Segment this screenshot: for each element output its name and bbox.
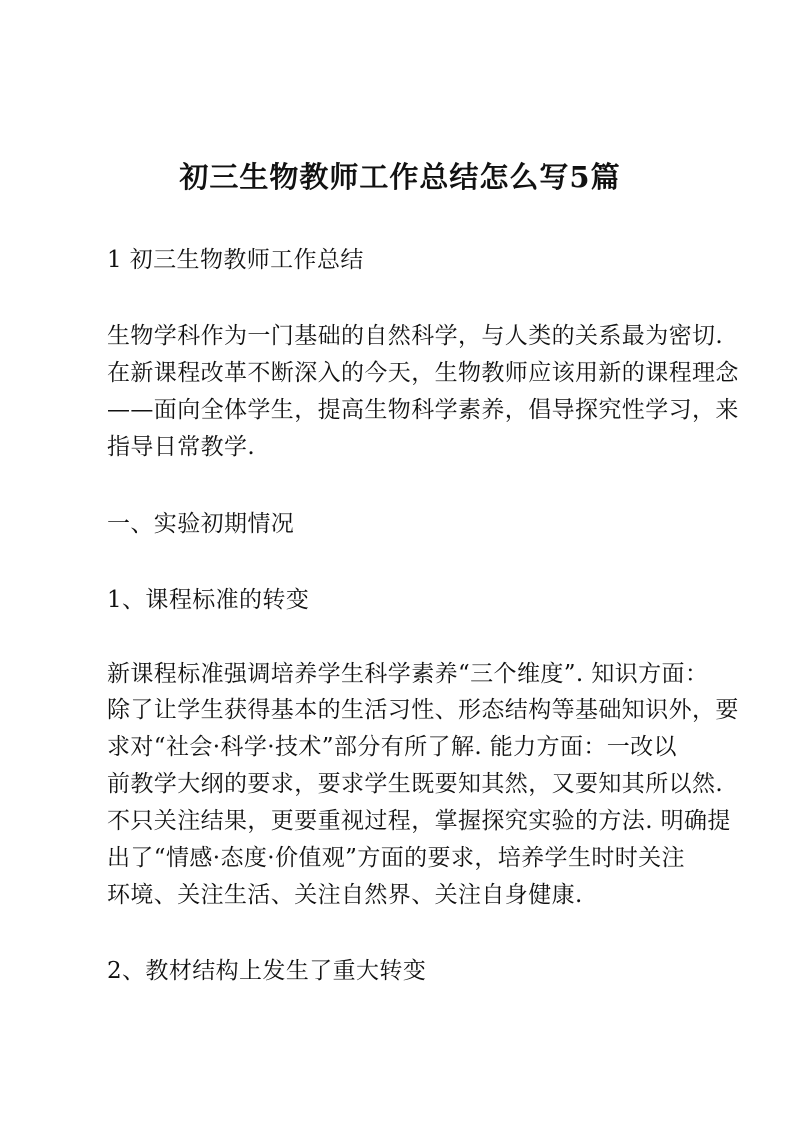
- body-line-4: 前教学大纲的要求，要求学生既要知其然，又要知其所以然.: [107, 771, 724, 797]
- body-line-3: 求对“社会·科学·技术”部分有所了解. 能力方面：一改以: [107, 734, 677, 760]
- sub-heading-1: 1、课程标准的转变: [107, 587, 310, 613]
- body-line-2: 除了让学生获得基本的生活习性、形态结构等基础知识外，要: [107, 697, 739, 723]
- body-line-6: 出了“情感·态度·价值观”方面的要求，培养学生时时关注: [107, 845, 685, 871]
- sub-heading-2: 2、教材结构上发生了重大转变: [107, 958, 427, 984]
- body-line-5: 不只关注结果，更要重视过程，掌握探究实验的方法. 明确提: [107, 808, 731, 834]
- section-heading: 1 初三生物教师工作总结: [107, 247, 364, 273]
- body-line-7: 环境、关注生活、关注自然界、关注自身健康.: [107, 882, 583, 908]
- body-line-1: 新课程标准强调培养学生科学素养“三个维度”. 知识方面：: [107, 661, 709, 687]
- part-one-heading: 一、实验初期情况: [107, 511, 295, 537]
- intro-line-2: 在新课程改革不断深入的今天，生物教师应该用新的课程理念: [107, 360, 739, 386]
- intro-line-4: 指导日常教学.: [107, 434, 256, 460]
- document-title: 初三生物教师工作总结怎么写5篇: [179, 160, 621, 194]
- intro-line-3: ——面向全体学生，提高生物科学素养，倡导探究性学习，来: [107, 397, 739, 423]
- intro-line-1: 生物学科作为一门基础的自然科学，与人类的关系最为密切.: [107, 323, 724, 349]
